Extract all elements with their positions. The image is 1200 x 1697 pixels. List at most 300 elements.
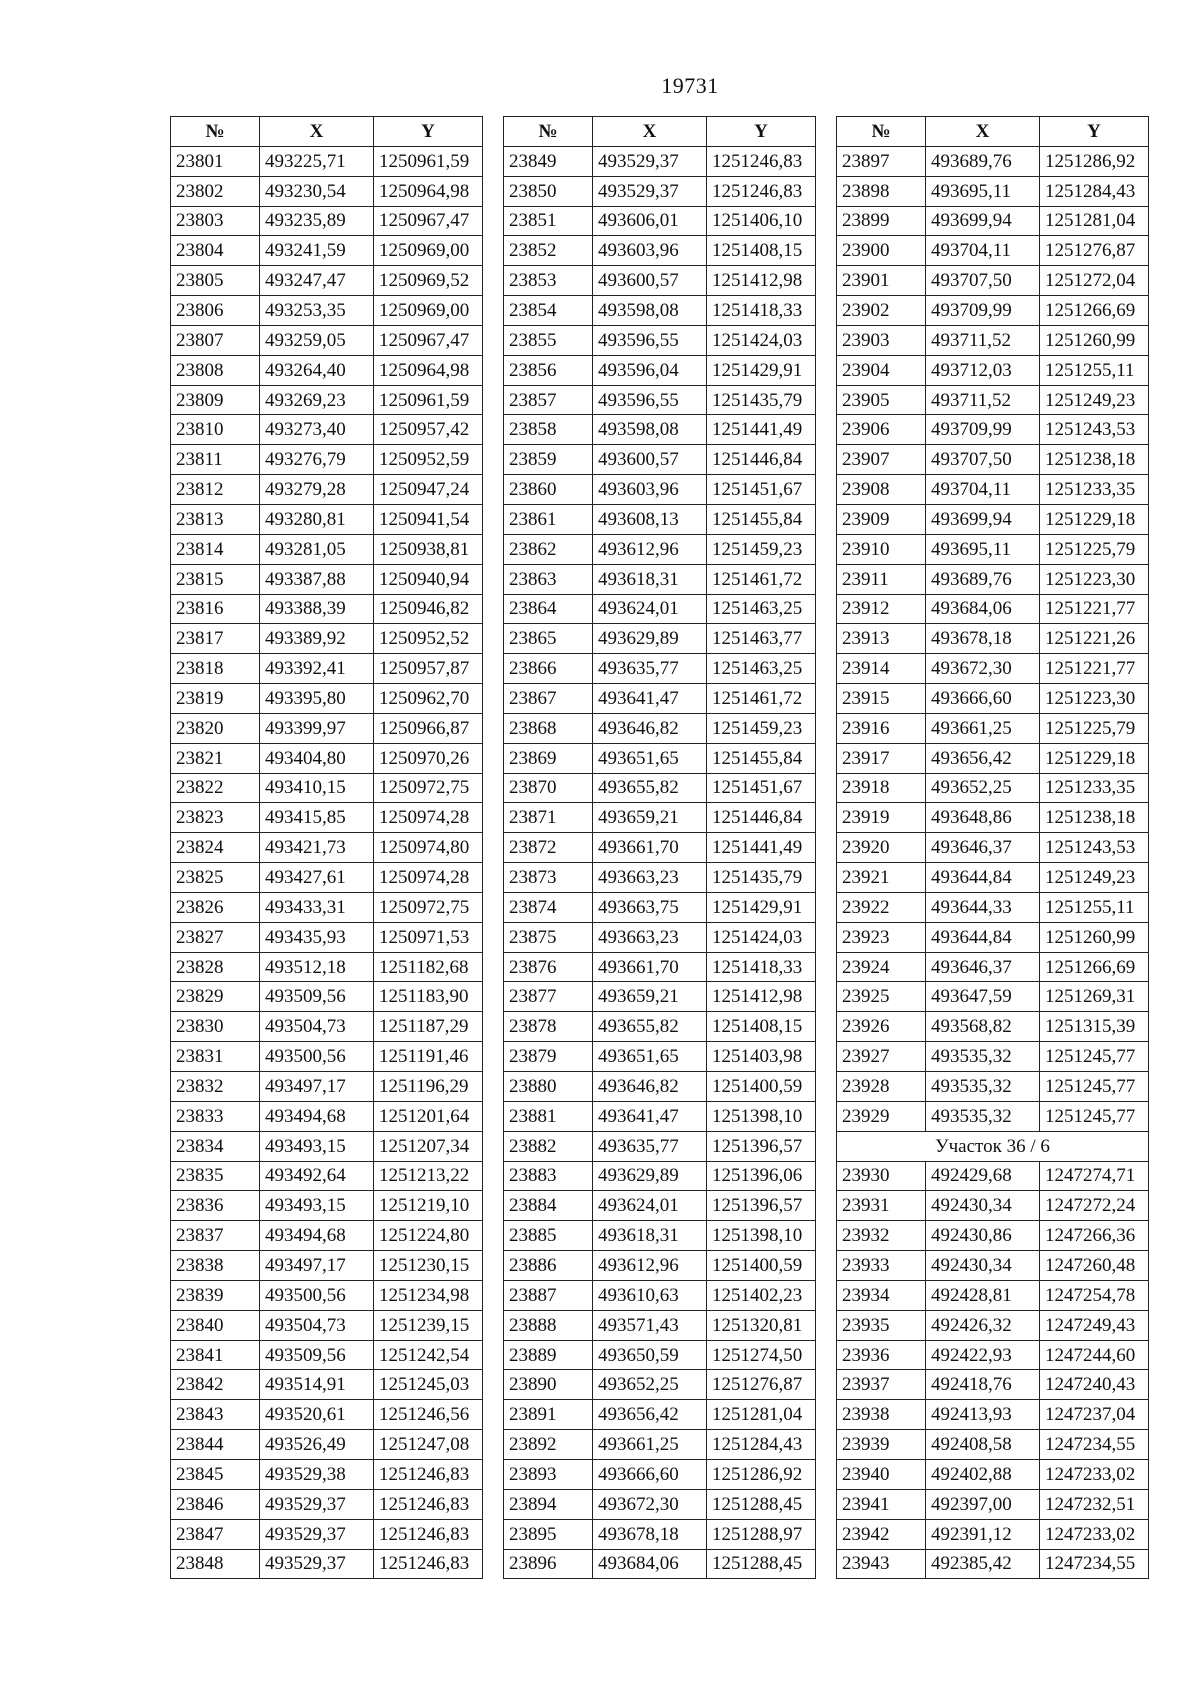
x-coordinate-cell: 493624,01 bbox=[593, 594, 707, 624]
y-coordinate-cell: 1251412,98 bbox=[707, 266, 816, 296]
table-row bbox=[171, 684, 483, 714]
table-row bbox=[171, 266, 483, 296]
table-row bbox=[171, 713, 483, 743]
header-y: Y bbox=[707, 117, 816, 147]
point-number-cell: 23896 bbox=[504, 1549, 593, 1579]
x-coordinate-cell: 493663,23 bbox=[593, 863, 707, 893]
y-coordinate-cell: 1251245,77 bbox=[1040, 1042, 1149, 1072]
point-number-cell: 23830 bbox=[171, 1012, 260, 1042]
y-coordinate-cell: 1251219,10 bbox=[374, 1191, 483, 1221]
x-coordinate-cell: 492430,34 bbox=[926, 1191, 1040, 1221]
table-row bbox=[171, 296, 483, 326]
x-coordinate-cell: 493618,31 bbox=[593, 564, 707, 594]
y-coordinate-cell: 1250974,28 bbox=[374, 863, 483, 893]
y-coordinate-cell: 1251398,10 bbox=[707, 1221, 816, 1251]
y-coordinate-cell: 1251224,80 bbox=[374, 1221, 483, 1251]
table-row bbox=[504, 684, 816, 714]
table-row bbox=[504, 1251, 816, 1281]
y-coordinate-cell: 1251234,98 bbox=[374, 1280, 483, 1310]
y-coordinate-cell: 1251201,64 bbox=[374, 1101, 483, 1131]
table-row bbox=[171, 445, 483, 475]
y-coordinate-cell: 1250964,98 bbox=[374, 355, 483, 385]
table-row bbox=[504, 803, 816, 833]
x-coordinate-cell: 493704,11 bbox=[926, 236, 1040, 266]
x-coordinate-cell: 493388,39 bbox=[260, 594, 374, 624]
table-row bbox=[504, 1012, 816, 1042]
x-coordinate-cell: 493514,91 bbox=[260, 1370, 374, 1400]
table-row bbox=[171, 1221, 483, 1251]
point-number-cell: 23918 bbox=[837, 773, 926, 803]
x-coordinate-cell: 493571,43 bbox=[593, 1310, 707, 1340]
y-coordinate-cell: 1251266,69 bbox=[1040, 952, 1149, 982]
table-row bbox=[171, 654, 483, 684]
x-coordinate-cell: 493598,08 bbox=[593, 415, 707, 445]
x-coordinate-cell: 493655,82 bbox=[593, 773, 707, 803]
table-row bbox=[837, 236, 1149, 266]
table-row bbox=[837, 296, 1149, 326]
table-row bbox=[504, 743, 816, 773]
x-coordinate-cell: 492402,88 bbox=[926, 1459, 1040, 1489]
table-row bbox=[504, 475, 816, 505]
x-coordinate-cell: 493650,59 bbox=[593, 1340, 707, 1370]
x-coordinate-cell: 492428,81 bbox=[926, 1280, 1040, 1310]
y-coordinate-cell: 1251463,25 bbox=[707, 654, 816, 684]
x-coordinate-cell: 493656,42 bbox=[593, 1400, 707, 1430]
x-coordinate-cell: 493494,68 bbox=[260, 1221, 374, 1251]
table-row bbox=[837, 1430, 1149, 1460]
table-row bbox=[837, 1221, 1149, 1251]
table-row bbox=[504, 564, 816, 594]
point-number-cell: 23913 bbox=[837, 624, 926, 654]
y-coordinate-cell: 1251288,97 bbox=[707, 1519, 816, 1549]
x-coordinate-cell: 493500,56 bbox=[260, 1042, 374, 1072]
x-coordinate-cell: 493404,80 bbox=[260, 743, 374, 773]
point-number-cell: 23932 bbox=[837, 1221, 926, 1251]
point-number-cell: 23875 bbox=[504, 922, 593, 952]
y-coordinate-cell: 1251400,59 bbox=[707, 1251, 816, 1281]
point-number-cell: 23809 bbox=[171, 385, 260, 415]
y-coordinate-cell: 1250938,81 bbox=[374, 534, 483, 564]
y-coordinate-cell: 1251284,43 bbox=[1040, 176, 1149, 206]
table-row bbox=[171, 1131, 483, 1161]
table-row bbox=[171, 863, 483, 893]
table-row bbox=[837, 176, 1149, 206]
point-number-cell: 23824 bbox=[171, 833, 260, 863]
y-coordinate-cell: 1251269,31 bbox=[1040, 982, 1149, 1012]
x-coordinate-cell: 493641,47 bbox=[593, 684, 707, 714]
table-row bbox=[171, 743, 483, 773]
y-coordinate-cell: 1251207,34 bbox=[374, 1131, 483, 1161]
y-coordinate-cell: 1251239,15 bbox=[374, 1310, 483, 1340]
y-coordinate-cell: 1251396,06 bbox=[707, 1161, 816, 1191]
point-number-cell: 23898 bbox=[837, 176, 926, 206]
point-number-cell: 23863 bbox=[504, 564, 593, 594]
point-number-cell: 23865 bbox=[504, 624, 593, 654]
x-coordinate-cell: 493652,25 bbox=[926, 773, 1040, 803]
y-coordinate-cell: 1247237,04 bbox=[1040, 1400, 1149, 1430]
point-number-cell: 23893 bbox=[504, 1459, 593, 1489]
point-number-cell: 23910 bbox=[837, 534, 926, 564]
table-row bbox=[171, 1072, 483, 1102]
table-row bbox=[504, 206, 816, 236]
x-coordinate-cell: 492422,93 bbox=[926, 1340, 1040, 1370]
y-coordinate-cell: 1250974,80 bbox=[374, 833, 483, 863]
header-x: X bbox=[593, 117, 707, 147]
point-number-cell: 23832 bbox=[171, 1072, 260, 1102]
point-number-cell: 23908 bbox=[837, 475, 926, 505]
point-number-cell: 23899 bbox=[837, 206, 926, 236]
point-number-cell: 23897 bbox=[837, 146, 926, 176]
table-row bbox=[837, 1012, 1149, 1042]
y-coordinate-cell: 1251398,10 bbox=[707, 1101, 816, 1131]
header-y: Y bbox=[1040, 117, 1149, 147]
x-coordinate-cell: 493421,73 bbox=[260, 833, 374, 863]
y-coordinate-cell: 1250947,24 bbox=[374, 475, 483, 505]
x-coordinate-cell: 493276,79 bbox=[260, 445, 374, 475]
y-coordinate-cell: 1251429,91 bbox=[707, 892, 816, 922]
table-row bbox=[504, 534, 816, 564]
table-row bbox=[171, 475, 483, 505]
x-coordinate-cell: 493253,35 bbox=[260, 296, 374, 326]
x-coordinate-cell: 493497,17 bbox=[260, 1251, 374, 1281]
point-number-cell: 23837 bbox=[171, 1221, 260, 1251]
point-number-cell: 23818 bbox=[171, 654, 260, 684]
x-coordinate-cell: 493644,33 bbox=[926, 892, 1040, 922]
table-row bbox=[837, 1459, 1149, 1489]
point-number-cell: 23905 bbox=[837, 385, 926, 415]
y-coordinate-cell: 1251260,99 bbox=[1040, 922, 1149, 952]
x-coordinate-cell: 493529,37 bbox=[593, 146, 707, 176]
y-coordinate-cell: 1251230,15 bbox=[374, 1251, 483, 1281]
point-number-cell: 23870 bbox=[504, 773, 593, 803]
point-number-cell: 23902 bbox=[837, 296, 926, 326]
point-number-cell: 23925 bbox=[837, 982, 926, 1012]
point-number-cell: 23848 bbox=[171, 1549, 260, 1579]
y-coordinate-cell: 1250961,59 bbox=[374, 146, 483, 176]
point-number-cell: 23872 bbox=[504, 833, 593, 863]
y-coordinate-cell: 1251246,83 bbox=[374, 1459, 483, 1489]
y-coordinate-cell: 1247233,02 bbox=[1040, 1459, 1149, 1489]
x-coordinate-cell: 493661,70 bbox=[593, 833, 707, 863]
x-coordinate-cell: 493279,28 bbox=[260, 475, 374, 505]
point-number-cell: 23835 bbox=[171, 1161, 260, 1191]
y-coordinate-cell: 1251424,03 bbox=[707, 325, 816, 355]
x-coordinate-cell: 493395,80 bbox=[260, 684, 374, 714]
y-coordinate-cell: 1250972,75 bbox=[374, 892, 483, 922]
point-number-cell: 23839 bbox=[171, 1280, 260, 1310]
x-coordinate-cell: 493596,55 bbox=[593, 385, 707, 415]
coordinates-table bbox=[503, 116, 816, 1579]
point-number-cell: 23826 bbox=[171, 892, 260, 922]
y-coordinate-cell: 1251424,03 bbox=[707, 922, 816, 952]
point-number-cell: 23853 bbox=[504, 266, 593, 296]
point-number-cell: 23890 bbox=[504, 1370, 593, 1400]
point-number-cell: 23926 bbox=[837, 1012, 926, 1042]
point-number-cell: 23834 bbox=[171, 1131, 260, 1161]
x-coordinate-cell: 492418,76 bbox=[926, 1370, 1040, 1400]
point-number-cell: 23889 bbox=[504, 1340, 593, 1370]
x-coordinate-cell: 493529,38 bbox=[260, 1459, 374, 1489]
point-number-cell: 23856 bbox=[504, 355, 593, 385]
point-number-cell: 23933 bbox=[837, 1251, 926, 1281]
x-coordinate-cell: 493529,37 bbox=[260, 1549, 374, 1579]
y-coordinate-cell: 1251225,79 bbox=[1040, 713, 1149, 743]
y-coordinate-cell: 1247240,43 bbox=[1040, 1370, 1149, 1400]
table-row bbox=[837, 1400, 1149, 1430]
table-row bbox=[171, 176, 483, 206]
point-number-cell: 23943 bbox=[837, 1549, 926, 1579]
y-coordinate-cell: 1251243,53 bbox=[1040, 415, 1149, 445]
point-number-cell: 23838 bbox=[171, 1251, 260, 1281]
table-row bbox=[837, 1549, 1149, 1579]
y-coordinate-cell: 1251238,18 bbox=[1040, 803, 1149, 833]
y-coordinate-cell: 1251406,10 bbox=[707, 206, 816, 236]
table-row bbox=[837, 266, 1149, 296]
y-coordinate-cell: 1251288,45 bbox=[707, 1489, 816, 1519]
table-row bbox=[504, 504, 816, 534]
y-coordinate-cell: 1251459,23 bbox=[707, 534, 816, 564]
table-row bbox=[171, 1340, 483, 1370]
y-coordinate-cell: 1251221,77 bbox=[1040, 654, 1149, 684]
y-coordinate-cell: 1251246,56 bbox=[374, 1400, 483, 1430]
y-coordinate-cell: 1251233,35 bbox=[1040, 475, 1149, 505]
y-coordinate-cell: 1247274,71 bbox=[1040, 1161, 1149, 1191]
y-coordinate-cell: 1250967,47 bbox=[374, 206, 483, 236]
x-coordinate-cell: 493500,56 bbox=[260, 1280, 374, 1310]
table-row bbox=[504, 1310, 816, 1340]
x-coordinate-cell: 493629,89 bbox=[593, 624, 707, 654]
table-row bbox=[837, 325, 1149, 355]
y-coordinate-cell: 1251255,11 bbox=[1040, 355, 1149, 385]
y-coordinate-cell: 1251418,33 bbox=[707, 952, 816, 982]
x-coordinate-cell: 493672,30 bbox=[926, 654, 1040, 684]
table-row bbox=[837, 743, 1149, 773]
x-coordinate-cell: 493651,65 bbox=[593, 1042, 707, 1072]
point-number-cell: 23900 bbox=[837, 236, 926, 266]
table-row bbox=[504, 146, 816, 176]
x-coordinate-cell: 493612,96 bbox=[593, 1251, 707, 1281]
y-coordinate-cell: 1251255,11 bbox=[1040, 892, 1149, 922]
table-row bbox=[504, 833, 816, 863]
table-row bbox=[837, 564, 1149, 594]
y-coordinate-cell: 1251223,30 bbox=[1040, 564, 1149, 594]
point-number-cell: 23940 bbox=[837, 1459, 926, 1489]
y-coordinate-cell: 1251245,77 bbox=[1040, 1101, 1149, 1131]
point-number-cell: 23833 bbox=[171, 1101, 260, 1131]
x-coordinate-cell: 492408,58 bbox=[926, 1430, 1040, 1460]
table-row bbox=[837, 534, 1149, 564]
table-row bbox=[504, 594, 816, 624]
x-coordinate-cell: 493629,89 bbox=[593, 1161, 707, 1191]
table-row bbox=[171, 236, 483, 266]
table-row bbox=[504, 385, 816, 415]
x-coordinate-cell: 493699,94 bbox=[926, 504, 1040, 534]
point-number-cell: 23821 bbox=[171, 743, 260, 773]
point-number-cell: 23822 bbox=[171, 773, 260, 803]
table-row bbox=[171, 206, 483, 236]
y-coordinate-cell: 1251196,29 bbox=[374, 1072, 483, 1102]
table-row bbox=[837, 1251, 1149, 1281]
header-row bbox=[837, 117, 1149, 147]
point-number-cell: 23927 bbox=[837, 1042, 926, 1072]
table-row bbox=[837, 475, 1149, 505]
table-row bbox=[837, 922, 1149, 952]
table-row bbox=[837, 355, 1149, 385]
y-coordinate-cell: 1250957,87 bbox=[374, 654, 483, 684]
x-coordinate-cell: 493241,59 bbox=[260, 236, 374, 266]
table-row bbox=[504, 1042, 816, 1072]
y-coordinate-cell: 1251441,49 bbox=[707, 833, 816, 863]
x-coordinate-cell: 493269,23 bbox=[260, 385, 374, 415]
y-coordinate-cell: 1251221,77 bbox=[1040, 594, 1149, 624]
point-number-cell: 23938 bbox=[837, 1400, 926, 1430]
point-number-cell: 23911 bbox=[837, 564, 926, 594]
x-coordinate-cell: 493230,54 bbox=[260, 176, 374, 206]
x-coordinate-cell: 493618,31 bbox=[593, 1221, 707, 1251]
y-coordinate-cell: 1251451,67 bbox=[707, 475, 816, 505]
x-coordinate-cell: 492397,00 bbox=[926, 1489, 1040, 1519]
y-coordinate-cell: 1251183,90 bbox=[374, 982, 483, 1012]
y-coordinate-cell: 1247232,51 bbox=[1040, 1489, 1149, 1519]
point-number-cell: 23852 bbox=[504, 236, 593, 266]
table-row bbox=[504, 773, 816, 803]
point-number-cell: 23884 bbox=[504, 1191, 593, 1221]
y-coordinate-cell: 1251418,33 bbox=[707, 296, 816, 326]
x-coordinate-cell: 492391,12 bbox=[926, 1519, 1040, 1549]
point-number-cell: 23859 bbox=[504, 445, 593, 475]
x-coordinate-cell: 493641,47 bbox=[593, 1101, 707, 1131]
table-row bbox=[171, 773, 483, 803]
table-row bbox=[837, 952, 1149, 982]
y-coordinate-cell: 1250952,59 bbox=[374, 445, 483, 475]
table-row bbox=[837, 206, 1149, 236]
x-coordinate-cell: 493280,81 bbox=[260, 504, 374, 534]
point-number-cell: 23819 bbox=[171, 684, 260, 714]
point-number-cell: 23811 bbox=[171, 445, 260, 475]
point-number-cell: 23850 bbox=[504, 176, 593, 206]
point-number-cell: 23941 bbox=[837, 1489, 926, 1519]
y-coordinate-cell: 1250941,54 bbox=[374, 504, 483, 534]
point-number-cell: 23917 bbox=[837, 743, 926, 773]
x-coordinate-cell: 493603,96 bbox=[593, 475, 707, 505]
point-number-cell: 23923 bbox=[837, 922, 926, 952]
y-coordinate-cell: 1251266,69 bbox=[1040, 296, 1149, 326]
point-number-cell: 23871 bbox=[504, 803, 593, 833]
x-coordinate-cell: 493711,52 bbox=[926, 385, 1040, 415]
page-number: 19731 bbox=[661, 73, 719, 98]
point-number-cell: 23846 bbox=[171, 1489, 260, 1519]
table-row bbox=[504, 713, 816, 743]
y-coordinate-cell: 1251246,83 bbox=[707, 176, 816, 206]
table-row bbox=[171, 1042, 483, 1072]
y-coordinate-cell: 1251396,57 bbox=[707, 1131, 816, 1161]
x-coordinate-cell: 493600,57 bbox=[593, 266, 707, 296]
y-coordinate-cell: 1247233,02 bbox=[1040, 1519, 1149, 1549]
point-number-cell: 23934 bbox=[837, 1280, 926, 1310]
point-number-cell: 23857 bbox=[504, 385, 593, 415]
point-number-cell: 23906 bbox=[837, 415, 926, 445]
table-row bbox=[171, 892, 483, 922]
table-row bbox=[504, 982, 816, 1012]
point-number-cell: 23836 bbox=[171, 1191, 260, 1221]
point-number-cell: 23879 bbox=[504, 1042, 593, 1072]
table-row bbox=[837, 1310, 1149, 1340]
y-coordinate-cell: 1251412,98 bbox=[707, 982, 816, 1012]
x-coordinate-cell: 493651,65 bbox=[593, 743, 707, 773]
x-coordinate-cell: 493652,25 bbox=[593, 1370, 707, 1400]
table-row bbox=[837, 594, 1149, 624]
x-coordinate-cell: 493520,61 bbox=[260, 1400, 374, 1430]
x-coordinate-cell: 492430,34 bbox=[926, 1251, 1040, 1281]
table-row bbox=[837, 385, 1149, 415]
x-coordinate-cell: 493711,52 bbox=[926, 325, 1040, 355]
y-coordinate-cell: 1251238,18 bbox=[1040, 445, 1149, 475]
point-number-cell: 23873 bbox=[504, 863, 593, 893]
y-coordinate-cell: 1250940,94 bbox=[374, 564, 483, 594]
x-coordinate-cell: 493695,11 bbox=[926, 176, 1040, 206]
x-coordinate-cell: 493635,77 bbox=[593, 654, 707, 684]
point-number-cell: 23936 bbox=[837, 1340, 926, 1370]
x-coordinate-cell: 493598,08 bbox=[593, 296, 707, 326]
table-row bbox=[171, 1161, 483, 1191]
x-coordinate-cell: 493535,32 bbox=[926, 1042, 1040, 1072]
header-row bbox=[171, 117, 483, 147]
point-number-cell: 23882 bbox=[504, 1131, 593, 1161]
y-coordinate-cell: 1251246,83 bbox=[707, 146, 816, 176]
table-row bbox=[171, 982, 483, 1012]
point-number-cell: 23807 bbox=[171, 325, 260, 355]
y-coordinate-cell: 1251461,72 bbox=[707, 684, 816, 714]
point-number-cell: 23847 bbox=[171, 1519, 260, 1549]
y-coordinate-cell: 1251435,79 bbox=[707, 863, 816, 893]
table-row bbox=[504, 624, 816, 654]
point-number-cell: 23808 bbox=[171, 355, 260, 385]
table-row bbox=[504, 355, 816, 385]
y-coordinate-cell: 1251446,84 bbox=[707, 803, 816, 833]
x-coordinate-cell: 493661,25 bbox=[593, 1430, 707, 1460]
point-number-cell: 23825 bbox=[171, 863, 260, 893]
point-number-cell: 23813 bbox=[171, 504, 260, 534]
x-coordinate-cell: 493689,76 bbox=[926, 146, 1040, 176]
point-number-cell: 23887 bbox=[504, 1280, 593, 1310]
y-coordinate-cell: 1251233,35 bbox=[1040, 773, 1149, 803]
header-number: № bbox=[171, 117, 260, 147]
x-coordinate-cell: 493568,82 bbox=[926, 1012, 1040, 1042]
table-row bbox=[837, 1489, 1149, 1519]
x-coordinate-cell: 493535,32 bbox=[926, 1072, 1040, 1102]
table-row bbox=[837, 1042, 1149, 1072]
point-number-cell: 23861 bbox=[504, 504, 593, 534]
y-coordinate-cell: 1251403,98 bbox=[707, 1042, 816, 1072]
x-coordinate-cell: 493672,30 bbox=[593, 1489, 707, 1519]
point-number-cell: 23915 bbox=[837, 684, 926, 714]
point-number-cell: 23862 bbox=[504, 534, 593, 564]
point-number-cell: 23855 bbox=[504, 325, 593, 355]
point-number-cell: 23803 bbox=[171, 206, 260, 236]
point-number-cell: 23877 bbox=[504, 982, 593, 1012]
y-coordinate-cell: 1251463,77 bbox=[707, 624, 816, 654]
y-coordinate-cell: 1251286,92 bbox=[1040, 146, 1149, 176]
y-coordinate-cell: 1251429,91 bbox=[707, 355, 816, 385]
point-number-cell: 23864 bbox=[504, 594, 593, 624]
y-coordinate-cell: 1247244,60 bbox=[1040, 1340, 1149, 1370]
x-coordinate-cell: 493493,15 bbox=[260, 1191, 374, 1221]
y-coordinate-cell: 1247260,48 bbox=[1040, 1251, 1149, 1281]
x-coordinate-cell: 493247,47 bbox=[260, 266, 374, 296]
x-coordinate-cell: 493661,70 bbox=[593, 952, 707, 982]
x-coordinate-cell: 493512,18 bbox=[260, 952, 374, 982]
x-coordinate-cell: 493427,61 bbox=[260, 863, 374, 893]
